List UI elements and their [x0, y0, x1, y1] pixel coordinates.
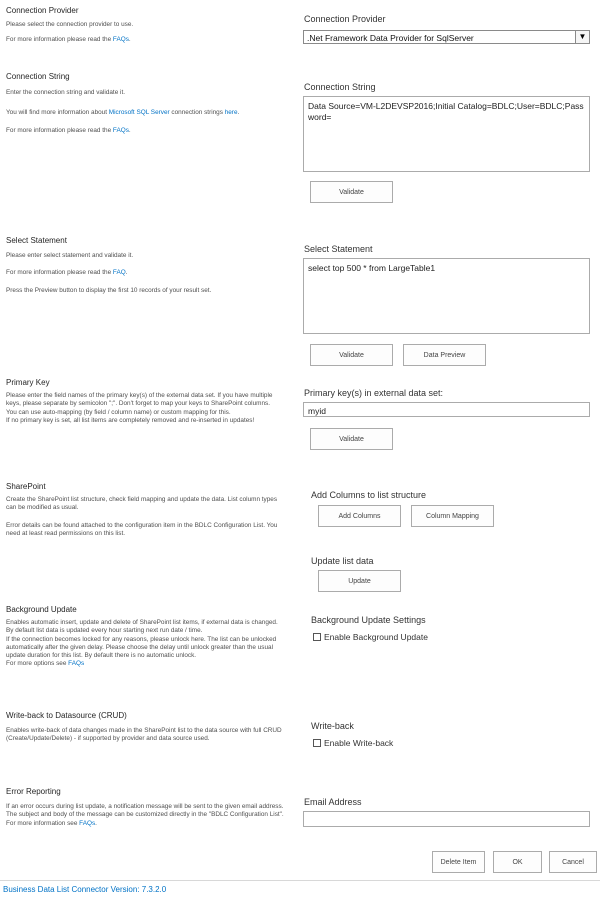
primary-key-title: Primary Key	[6, 378, 50, 387]
validate-select-button[interactable]: Validate	[310, 344, 393, 366]
connection-string-desc-3	[6, 127, 286, 135]
select-statement-desc-3: Press the Preview button to display the first 10 records of your result set.	[6, 286, 212, 294]
ok-button[interactable]: OK	[493, 851, 542, 873]
version-link[interactable]: Business Data List Connector Version: 7.3.2.0	[3, 885, 167, 894]
connection-provider-select[interactable]	[303, 30, 590, 44]
enable-background-update-label: Enable Background Update	[324, 632, 428, 642]
desc-text: connection strings	[169, 109, 225, 117]
desc-text: .	[237, 109, 240, 117]
background-update-desc-3	[6, 660, 278, 668]
desc-text: For more options see	[6, 660, 69, 668]
sharepoint-desc	[6, 496, 278, 538]
error-reporting-desc	[6, 803, 290, 828]
add-columns-heading: Add Columns to list structure	[311, 490, 427, 500]
validate-primary-key-button[interactable]: Validate	[310, 428, 393, 450]
background-update-desc	[6, 619, 278, 669]
connection-string-label: Connection String	[304, 82, 376, 92]
cancel-button[interactable]: Cancel	[549, 851, 597, 873]
email-address-label: Email Address	[304, 797, 362, 807]
faq-link[interactable]: FAQ	[112, 269, 126, 277]
select-statement-desc-2	[6, 269, 286, 277]
footer-divider	[0, 880, 600, 881]
select-statement-desc-1: Please enter select statement and validate it.	[6, 252, 134, 259]
validate-connection-button[interactable]: Validate	[310, 181, 393, 203]
background-update-title: Background Update	[6, 605, 77, 614]
connection-provider-desc-2	[6, 36, 286, 44]
connection-provider-title: Connection Provider	[6, 6, 79, 15]
faqs-link[interactable]: FAQs	[68, 660, 85, 668]
primary-key-desc-2: If no primary key is set, all list items are completely removed and re-inserted in updates!	[6, 416, 255, 424]
email-address-input[interactable]	[303, 811, 590, 827]
select-statement-label: Select Statement	[304, 244, 373, 254]
background-update-desc-2: If the connection becomes locked for any reasons, please unlock here. The list can be unlocked automatically after the given delay. Please choose the delay until unlock greater than the usual update duration for this list. By default there is no automatic unlock.	[6, 635, 277, 660]
desc-text: For more information please read the	[6, 126, 113, 134]
faqs-link[interactable]: FAQs	[79, 819, 96, 827]
connection-string-desc	[6, 89, 286, 135]
delete-item-button[interactable]: Delete Item	[432, 851, 485, 873]
select-statement-desc	[6, 252, 286, 295]
here-link[interactable]: here	[224, 109, 238, 117]
primary-key-desc	[6, 392, 278, 425]
faqs-link[interactable]: FAQs	[112, 126, 129, 134]
connection-provider-desc-1: Please select the connection provider to use.	[6, 21, 134, 28]
select-statement-title: Select Statement	[6, 236, 67, 245]
sharepoint-desc-1: Create the SharePoint list structure, check field mapping and update the data. List column types can be modified as usual.	[6, 496, 278, 512]
sharepoint-title: SharePoint	[6, 482, 46, 491]
enable-background-update-checkbox[interactable]	[313, 633, 321, 641]
connection-string-desc-2	[6, 109, 286, 117]
chevron-down-icon[interactable]: ▼	[575, 31, 589, 43]
desc-text: .	[125, 269, 128, 277]
background-update-desc-1: Enables automatic insert, update and delete of SharePoint list items, if external data is changed. By default list data is updated every hour starting next run date / time.	[6, 619, 278, 635]
add-columns-button[interactable]: Add Columns	[318, 505, 401, 527]
faqs-link[interactable]: FAQs	[112, 36, 129, 44]
error-reporting-title: Error Reporting	[6, 787, 61, 796]
write-back-heading: Write-back	[311, 721, 354, 731]
write-back-title: Write-back to Datasource (CRUD)	[6, 711, 127, 720]
desc-text: For more information please read the	[6, 36, 113, 44]
enable-write-back-label: Enable Write-back	[324, 738, 394, 748]
desc-text: If an error occurs during list update, a notification message will be sent to the given email address. The subject and body of the message can be customized directly in the "BDLC Configuration List". For more information see	[6, 803, 284, 827]
desc-text: .	[95, 819, 97, 827]
desc-text: For more information please read the	[6, 269, 113, 277]
primary-key-label: Primary key(s) in external data set:	[304, 388, 444, 398]
desc-text: .	[128, 36, 131, 44]
update-list-heading: Update list data	[311, 556, 374, 566]
connection-string-desc-1: Enter the connection string and validate it.	[6, 89, 126, 96]
connection-provider-selected-value: .Net Framework Data Provider for SqlServer	[307, 33, 474, 43]
connection-provider-label: Connection Provider	[304, 14, 386, 24]
select-statement-textarea[interactable]: select top 500 * from LargeTable1	[303, 258, 590, 334]
background-update-settings-heading: Background Update Settings	[311, 615, 426, 625]
desc-text: You will find more information about	[6, 109, 109, 117]
data-preview-button[interactable]: Data Preview	[403, 344, 486, 366]
desc-text: .	[128, 126, 131, 134]
update-button[interactable]: Update	[318, 570, 401, 592]
connection-provider-desc	[6, 21, 286, 45]
column-mapping-button[interactable]: Column Mapping	[411, 505, 494, 527]
connection-string-title: Connection String	[6, 72, 70, 81]
primary-key-input[interactable]: myid	[303, 402, 590, 417]
sharepoint-desc-2: Error details can be found attached to the configuration item in the BDLC Configuration List. You need at least read permissions on this list.	[6, 521, 278, 537]
sql-server-link[interactable]: Microsoft SQL Server	[108, 109, 170, 117]
primary-key-desc-1: Please enter the field names of the primary key(s) of the external data set. If you have multiple keys, please separate by semicolon ";". Don't forget to map your keys to SharePoint columns. You can use auto-mapping (by field / column name) or custom mapping for this.	[6, 392, 273, 416]
connection-string-textarea[interactable]: Data Source=VM-L2DEVSP2016;Initial Catalog=BDLC;User=BDLC;Password=	[303, 96, 590, 172]
enable-write-back-checkbox[interactable]	[313, 739, 321, 747]
write-back-desc: Enables write-back of data changes made in the SharePoint list to the data source with full CRUD (Create/Update/Delete) - if supported by provider and data source used.	[6, 727, 282, 743]
